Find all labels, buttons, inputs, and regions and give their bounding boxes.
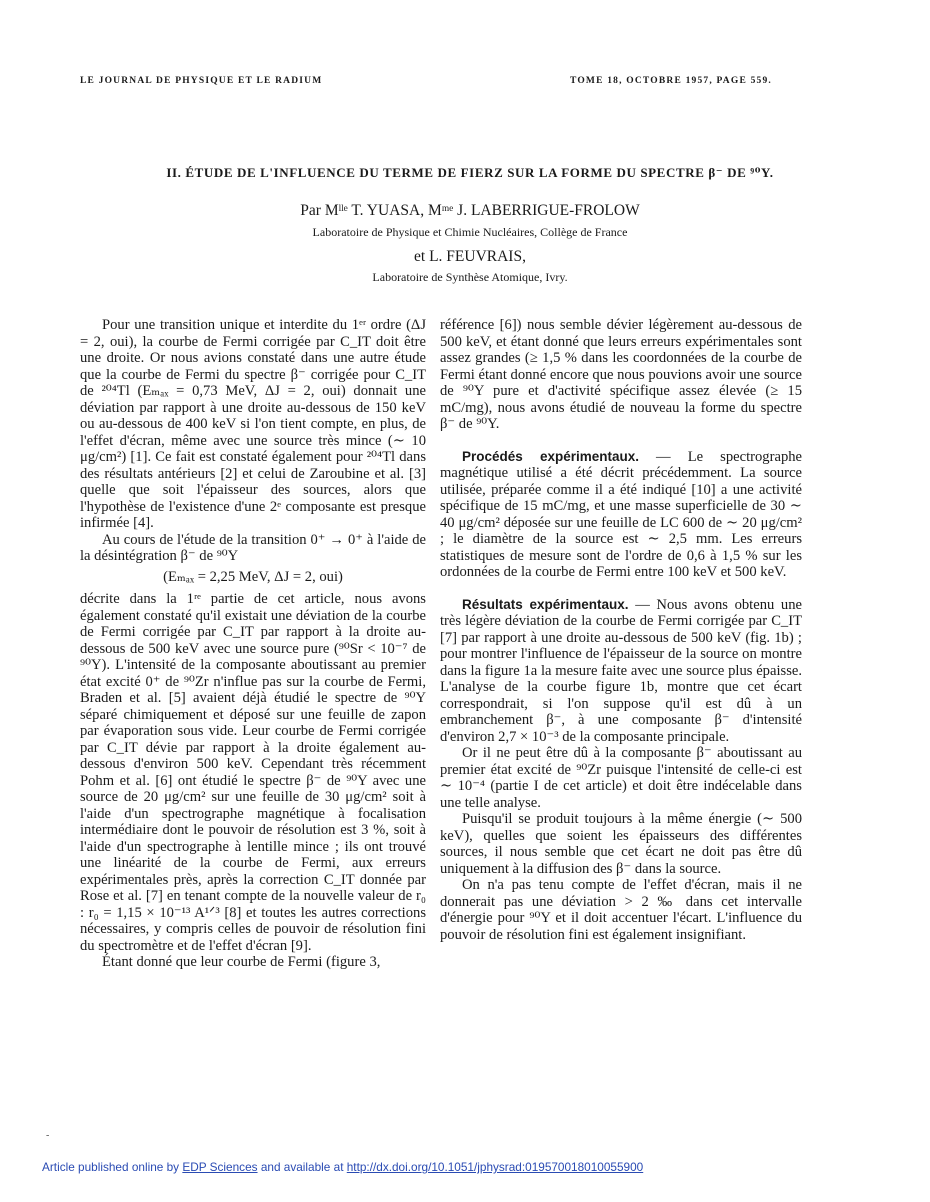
left-paragraph-1: Pour une transition unique et interdite du 1ᵉʳ ordre (ΔJ = 2, oui), la courbe de Fermi corrigée par C_IT doit être une droite. Or nous avions constaté dans une autre étude que la courbe de Fermi du spectre β⁻ corrigée pour C_IT de ²⁰⁴Tl (Eₘₐₓ = 0,73 MeV, ΔJ = 2, oui) donnait une déviation par rapport à une droite au-dessous de 150 keV ou au-dessous de 400 keV si l'on tient compte, en plus, de l'effet d'écran, même avec une source très mince (∼ 10 μg/cm²) [1]. Ce fait est constaté également pour ²⁰⁴Tl dans des résultats antérieurs [2] et celui de Zaroubine et al. [3] quelle que soit l'épaisseur des sources, alors que l'hypothèse de l'existence d'une 2ᵉ composante est presque infirmée [4].	[80, 317, 426, 531]
right-column	[440, 317, 802, 943]
left-paragraph-4: Étant donné que leur courbe de Fermi (figure 3,	[102, 954, 381, 970]
article-title: II. ÉTUDE DE L'INFLUENCE DU TERME DE FIERZ SUR LA FORME DU SPECTRE β⁻ DE ⁹⁰Y.	[166, 165, 774, 180]
section-text-resultats: — Nous avons obtenu une très légère déviation de la courbe de Fermi corrigée par C_IT [7] par rapport à une droite au-dessous de 500 keV (fig. 1b) ; pour montrer l'influence de l'épaisseur de la source on montre dans la figure 1a la mesure faite avec une source plus épaisse. L'analyse de la courbe figure 1b, montre que cet écart correspondrait, si l'on suppose qu'il est dû à un embranchement β⁻, à une composante β⁻ d'intensité d'environ 2,7 × 10⁻³ de la composante principale.	[440, 596, 802, 745]
equation-emax: (Eₘₐₓ = 2,25 MeV, ΔJ = 2, oui)	[163, 568, 343, 585]
section-heading-procedes: Procédés expérimentaux.	[462, 448, 639, 464]
running-head-issue: TOME 18, OCTOBRE 1957, PAGE 559.	[569, 76, 772, 86]
authors-line-2: et L. FEUVRAIS,	[414, 248, 526, 265]
section-heading-resultats: Résultats expérimentaux.	[462, 596, 629, 612]
section-text-procedes: — Le spectrographe magnétique utilisé a été décrit précédemment. La source utilisée, préparée comme il a été indiqué [10] a une activité spécifique de 15 mC/mg, et une masse superficielle de 30 ∼ 40 μg/cm² déposée sur une feuille de LC 600 de ∼ 20 μg/cm² ; le diamètre de la source est ∼ 2,5 mm. Les erreurs statistiques de mesure sont de l'ordre de 0,6 à 1,5 % sur les ordonnées de la courbe de Fermi entre 100 keV et 500 keV.	[440, 448, 803, 580]
margin-mark: -	[46, 1130, 50, 1141]
running-head-journal: LE JOURNAL DE PHYSIQUE ET LE RADIUM	[80, 76, 323, 86]
publisher-link[interactable]: EDP Sciences	[182, 1160, 258, 1174]
right-paragraph-4: On n'a pas tenu compte de l'effet d'écran, mais il ne donnerait pas une déviation > 2 ‰ dans cet intervalle d'énergie pour ⁹⁰Y et il doit accentuer l'écart. L'influence du pouvoir de résolution fini est également insignifiant.	[440, 877, 802, 943]
authors-line-1: Par Mˡˡᵉ T. YUASA, Mᵐᵉ J. LABERRIGUE-FROLOW	[300, 202, 640, 219]
footer-prefix: Article published online by	[42, 1160, 183, 1174]
affiliation-2: Laboratoire de Synthèse Atomique, Ivry.	[372, 270, 568, 284]
section-resultats	[440, 597, 802, 746]
left-column	[80, 317, 426, 971]
left-paragraph-2: Au cours de l'étude de la transition 0⁺ → 0⁺ à l'aide de la désintégration β⁻ de ⁹⁰Y	[80, 531, 426, 564]
left-paragraph-3: décrite dans la 1ʳᵉ partie de cet article, nous avons également constaté qu'il existait une déviation de la courbe de Fermi corrigée par C_IT par rapport à la droite au-dessous de 500 keV avec une source pure (⁹⁰Sr < 10⁻⁷ de ⁹⁰Y). L'intensité de la composante aboutissant au premier état excité 0⁺ de ⁹⁰Zr n'influe pas sur la courbe de Fermi, Braden et al. [5] avaient déjà étudié le spectre de ⁹⁰Y séparé chimiquement et déposé sur une feuille de zapon par évaporation sous vide. Leur courbe de Fermi corrigée par C_IT dévie par rapport à la droite également au-dessous d'environ 500 keV. Cependant très récemment Pohm et al. [6] ont étudié le spectre β⁻ de ⁹⁰Y avec une source de 20 μg/cm² sur une feuille de 30 μg/cm² soit à l'aide d'un spectrographe magnétique à focalisation intermédiaire dont le pouvoir de résolution est 3 %, soit à l'aide d'un spectrographe à lentille mince ; ils ont trouvé une linéarité de la courbe de Fermi, aux erreurs expérimentales près, après la correction C_IT donnée par Rose et al. [7] en tenant compte de la nouvelle valeur de r₀ : r₀ = 1,15 × 10⁻¹³ A¹ᐟ³ [8] et toutes les autres corrections nécessaires, y compris celles de pouvoir de résolution fini du spectromètre et de l'effet d'écran [9].	[80, 591, 426, 954]
right-paragraph-2: Or il ne peut être dû à la composante β⁻ aboutissant au premier état excité de ⁹⁰Zr puisque l'intensité de celle-ci est ∼ 10⁻⁴ (partie I de cet article) et doit être indécelable dans une telle analyse.	[440, 745, 802, 811]
section-procedes	[440, 449, 802, 581]
affiliation-1: Laboratoire de Physique et Chimie Nucléaires, Collège de France	[312, 225, 628, 239]
right-paragraph-1: référence [6]) nous semble dévier légèrement au-dessous de 500 keV, et étant donné que leurs erreurs expérimentales sont assez grandes (≥ 1,5 % dans les coordonnées de la courbe de Fermi étant donné encore que nous pouvions avoir une source de ⁹⁰Y pure et d'activité spécifique assez élevée (≥ 15 mC/mg), nous avons étudié de nouveau la forme du spectre β⁻ de ⁹⁰Y.	[440, 317, 802, 432]
right-paragraph-3: Puisqu'il se produit toujours à la même énergie (∼ 500 keV), quelles que soient les épaisseurs des différentes sources, il nous semble que cet écart ne doit pas être dû uniquement à la diffusion des β⁻ dans la source.	[440, 811, 802, 877]
doi-link[interactable]: http://dx.doi.org/10.1051/jphysrad:019570018010055900	[346, 1160, 644, 1174]
footer-middle: and available at	[257, 1160, 347, 1174]
footer	[42, 1160, 902, 1174]
